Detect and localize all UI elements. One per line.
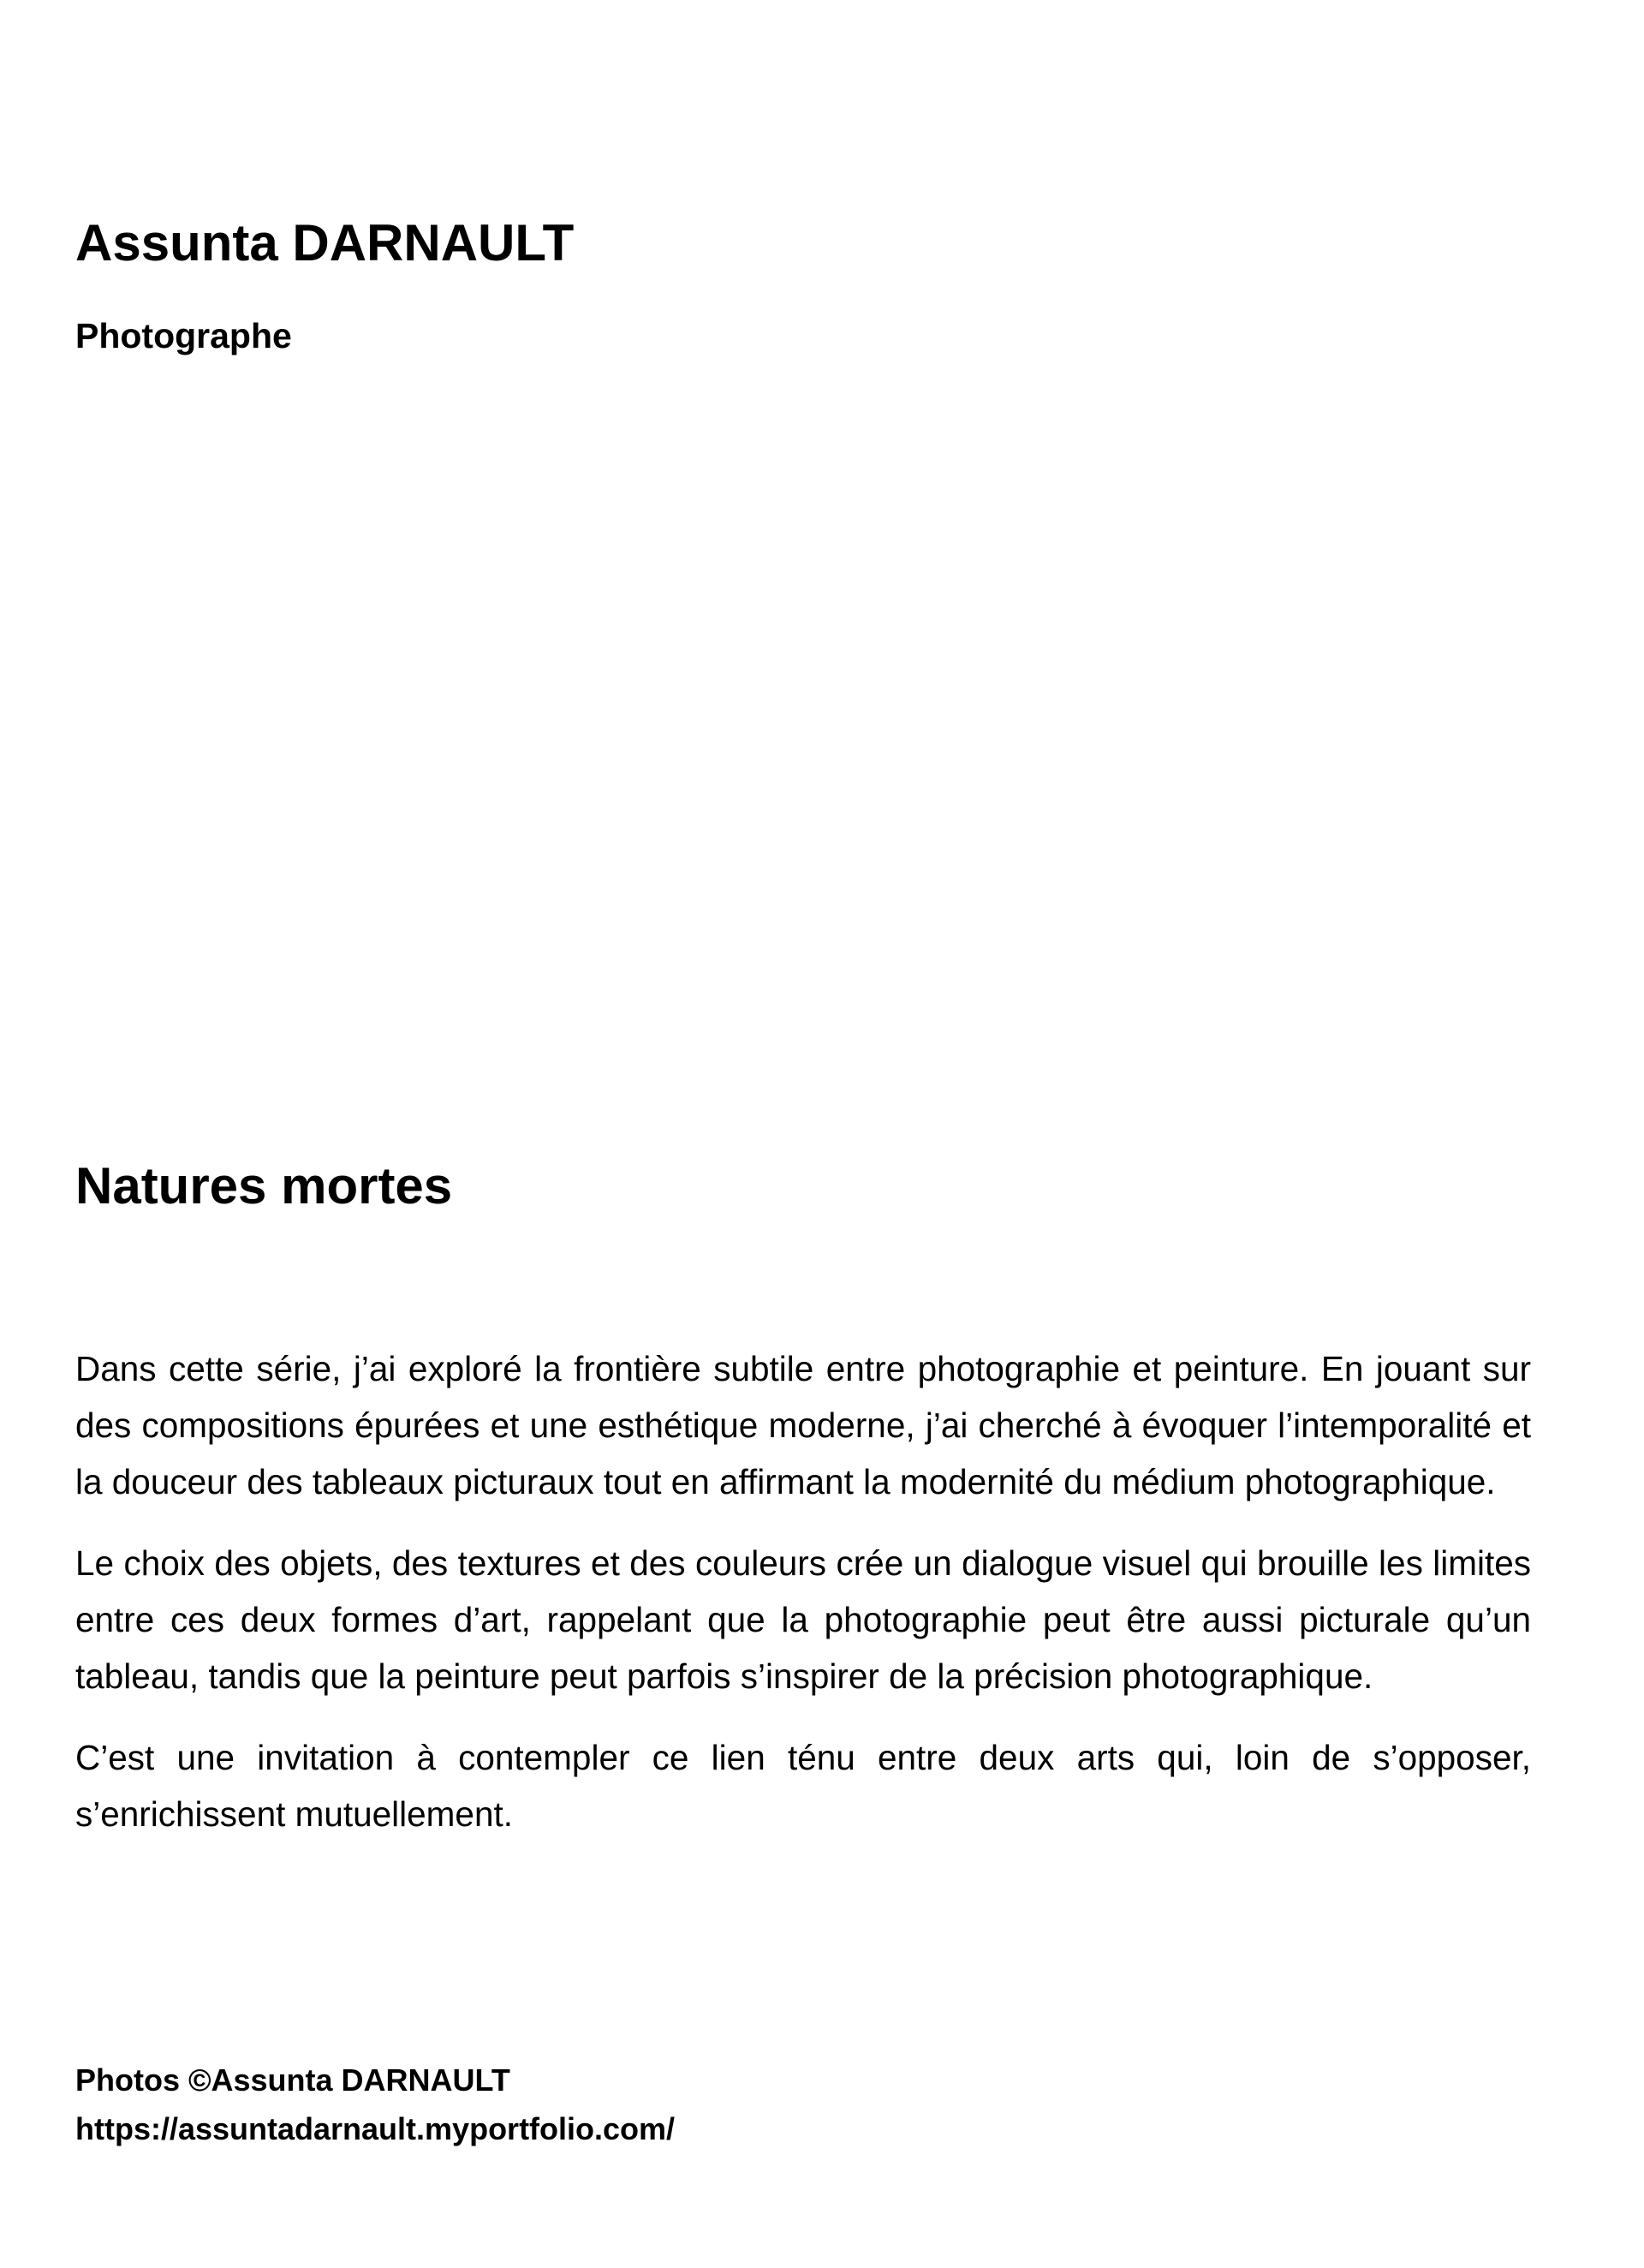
description-paragraph: C’est une invitation à contempler ce lien ténu entre deux arts qui, loin de s’opposer, s’enrichissent mutuellement. xyxy=(75,1738,1531,1834)
description-paragraph: Dans cette série, j’ai exploré la frontière subtile entre photographie et peinture. En jouant sur des compositions épurées et une esthétique moderne, j’ai cherché à évoquer l’intemporalité et la douceur des tableaux picturaux tout en affirmant la modernité du médium photographique. xyxy=(75,1349,1531,1501)
credits xyxy=(75,2056,675,2153)
series-description xyxy=(75,1340,1531,1867)
website-link[interactable]: https://assuntadarnault.myportfolio.com/ xyxy=(75,2111,676,2146)
author-name: Assunta DARNAULT xyxy=(75,214,575,272)
description-paragraph: Le choix des objets, des textures et des couleurs crée un dialogue visuel qui brouille les limites entre ces deux formes d’art, rappelant que la photographie peut être aussi picturale qu’un tableau, tandis que la peinture peut parfois s’inspirer de la précision photographique. xyxy=(75,1543,1531,1696)
author-role: Photographe xyxy=(75,316,292,355)
photo-copyright: Photos ©Assunta DARNAULT xyxy=(75,2062,510,2098)
series-title: Natures mortes xyxy=(75,1157,453,1215)
